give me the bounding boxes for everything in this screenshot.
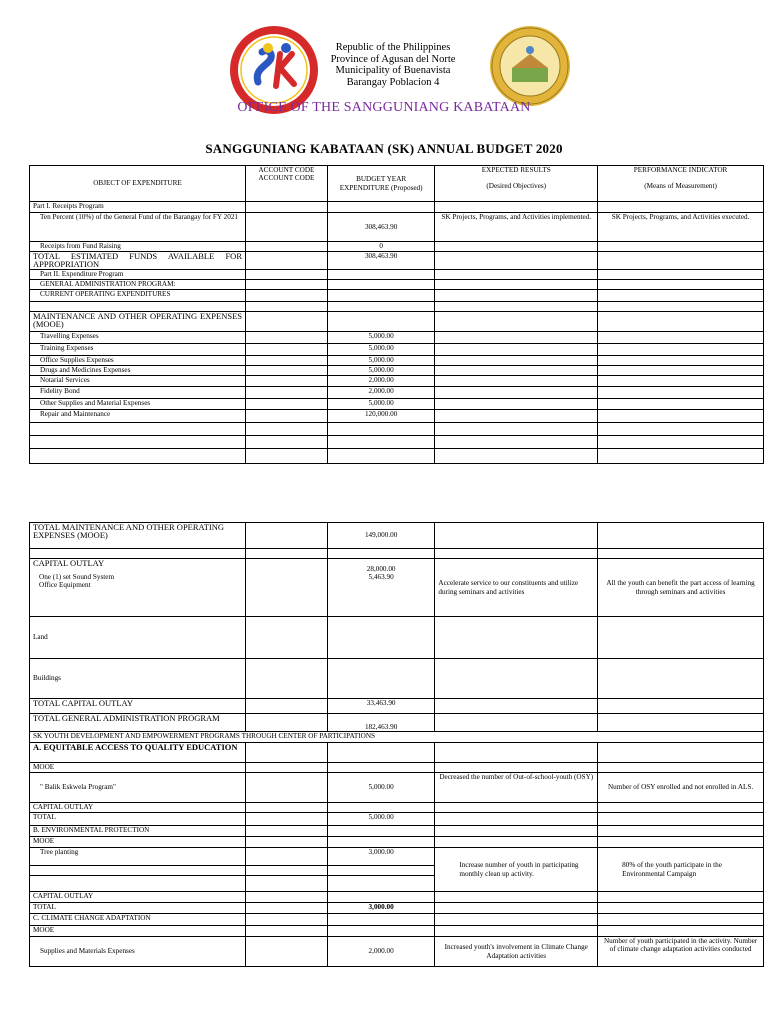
row-amount: 2,000.00	[327, 376, 434, 387]
table-row	[30, 376, 764, 387]
row-amount: 182,463.90	[327, 714, 434, 732]
row-amount: 5,000.00	[327, 399, 434, 410]
row-label: TOTAL	[30, 903, 246, 914]
row-amount: 308,463.90	[327, 252, 434, 270]
barangay-seal-icon	[488, 24, 572, 108]
table-row	[30, 549, 764, 559]
row-performance: SK Projects, Programs, and Activities executed.	[598, 213, 764, 242]
table-row	[30, 559, 764, 617]
row-label: TOTAL MAINTENANCE AND OTHER OPERATING EXPENSES (MOOE)	[30, 523, 246, 549]
row-amount: 5,000.00	[327, 773, 434, 803]
row-amount: 5,000.00	[327, 366, 434, 376]
budget-table-part-1	[29, 165, 764, 464]
address-line: Republic of the Philippines	[335, 42, 451, 53]
row-label: Training Expenses	[30, 344, 246, 356]
row-label: Land	[30, 617, 246, 659]
sound-amount: 28,000.00	[366, 565, 396, 573]
row-label: MAINTENANCE AND OTHER OPERATING EXPENSES (MOOE)	[30, 312, 246, 332]
row-label: Part I. Receipts Program	[30, 202, 246, 213]
budget-table-part-2	[29, 522, 764, 967]
table-row	[30, 903, 764, 914]
row-label: MOOE	[30, 926, 246, 937]
row-amount: 0	[327, 242, 434, 252]
row-performance: All the youth can benefit the part access of learning through seminars and activities	[598, 559, 764, 617]
row-label: TOTAL CAPITAL OUTLAY	[30, 699, 246, 714]
table-row	[30, 410, 764, 423]
table-row	[30, 387, 764, 399]
column-budget	[327, 166, 434, 202]
column-expected	[435, 166, 598, 202]
row-label: Office Supplies Expenses	[30, 356, 246, 366]
row-expected: SK Projects, Programs, and Activities implemented.	[435, 213, 598, 242]
row-expected: Increase number of youth in participating monthly clean up activity.	[435, 848, 598, 892]
expected-header-line: EXPECTED RESULTS	[481, 166, 551, 174]
performance-header-line: PERFORMANCE INDICATOR	[633, 166, 728, 174]
row-label: Receipts from Fund Raising	[30, 242, 246, 252]
table-row	[30, 344, 764, 356]
table-row	[30, 270, 764, 280]
document-header	[0, 0, 768, 156]
row-label: A. EQUITABLE ACCESS TO QUALITY EDUCATION	[30, 743, 246, 763]
row-label: Part II. Expenditure Program	[30, 270, 246, 280]
table-row	[30, 914, 764, 926]
row-expected: Decreased the number of Out-of-school-youth (OSY)	[435, 773, 598, 803]
table-row	[30, 892, 764, 903]
table-row	[30, 356, 764, 366]
row-label: Tree planting	[30, 848, 246, 866]
address-line: Province of Agusan del Norte	[330, 53, 456, 65]
table-row	[30, 659, 764, 699]
row-amount: 308,463.90	[327, 213, 434, 242]
row-label: Drugs and Medicines Expenses	[30, 366, 246, 376]
row-amount: 2,000.00	[327, 937, 434, 967]
row-label: CAPITAL OUTLAY	[30, 892, 246, 903]
row-label: Fidelity Bond	[30, 387, 246, 399]
row-amount: 5,000.00	[327, 344, 434, 356]
expected-header-line: (Desired Objectives)	[486, 182, 547, 191]
table-row	[30, 826, 764, 837]
budget-title: SANGGUNIANG KABATAAN (SK) ANNUAL BUDGET 2020	[205, 141, 563, 156]
row-label: CAPITAL OUTLAY	[30, 803, 246, 813]
item-sound-system: One (1) set Sound System	[39, 573, 115, 582]
table-row	[30, 714, 764, 732]
row-label: Notarial Services	[30, 376, 246, 387]
office-amount: 5,463.90	[368, 573, 394, 582]
table-row	[30, 763, 764, 773]
address-line: Barangay Poblacion 4	[346, 76, 440, 88]
table-row	[30, 332, 764, 344]
column-account: ACCOUNT CODE ACCOUNT CODE	[246, 166, 328, 202]
performance-header-line: (Means of Measurement)	[644, 182, 717, 191]
table-row	[30, 926, 764, 937]
row-performance: Number of youth participated in the activity. Number of climate change adaptation activities conducted	[598, 937, 764, 967]
row-amount: 120,000.00	[327, 410, 434, 423]
table-row	[30, 399, 764, 410]
table-row	[30, 252, 764, 270]
table-row	[30, 699, 764, 714]
capital-outlay-label: CAPITAL OUTLAY	[33, 558, 105, 568]
row-amount: 5,000.00	[327, 356, 434, 366]
office-title: OFFICE OF THE SANGGUNIANG KABATAAN	[237, 100, 531, 115]
row-label: CURRENT OPERATING EXPENDITURES	[30, 290, 246, 302]
row-amount: 33,463.90	[327, 699, 434, 714]
row-amount: 5,000.00	[327, 813, 434, 826]
row-amount: 3,000.00	[327, 848, 434, 866]
row-label: C. CLIMATE CHANGE ADAPTATION	[30, 914, 246, 926]
row-label: TOTAL ESTIMATED FUNDS AVAILABLE FOR APPROPRIATION	[30, 252, 246, 270]
row-label: " Balik Eskwela Program"	[30, 773, 246, 803]
table-row	[30, 732, 764, 743]
table-header-row	[30, 166, 764, 202]
row-performance: 80% of the youth participate in the Environmental Campaign	[598, 848, 764, 892]
item-office-equipment: Office Equipment	[39, 581, 91, 590]
column-object: OBJECT OF EXPENDITURE	[30, 166, 246, 202]
table-row	[30, 366, 764, 376]
row-amount	[327, 559, 434, 617]
table-row	[30, 312, 764, 332]
row-label: MOOE	[30, 837, 246, 848]
row-label: Other Supplies and Material Expenses	[30, 399, 246, 410]
table-row	[30, 813, 764, 826]
table-row	[30, 213, 764, 242]
table-row	[30, 773, 764, 803]
row-label	[30, 559, 246, 617]
table-row	[30, 202, 764, 213]
table-row	[30, 937, 764, 967]
row-amount: 149,000.00	[327, 523, 434, 549]
row-label: Buildings	[30, 659, 246, 699]
row-label: MOOE	[30, 763, 246, 773]
row-amount: 2,000.00	[327, 387, 434, 399]
table-row	[30, 617, 764, 659]
table-row	[30, 743, 764, 763]
table-row	[30, 837, 764, 848]
table-row	[30, 449, 764, 464]
row-label: Supplies and Materials Expenses	[30, 937, 246, 967]
row-label: Travelling Expenses	[30, 332, 246, 344]
table-row	[30, 848, 764, 866]
table-row	[30, 436, 764, 449]
table-row	[30, 523, 764, 549]
row-label: B. ENVIRONMENTAL PROTECTION	[30, 826, 246, 837]
table-row	[30, 803, 764, 813]
row-label: TOTAL GENERAL ADMINISTRATION PROGRAM	[30, 714, 246, 732]
row-amount: 5,000.00	[327, 332, 434, 344]
row-label: SK YOUTH DEVELOPMENT AND EMPOWERMENT PROGRAMS THROUGH CENTER OF PARTICIPATIONS	[30, 732, 764, 743]
address-line: Municipality of Buenavista	[335, 65, 451, 76]
row-label: GENERAL ADMINISTRATION PROGRAM:	[30, 280, 246, 290]
table-row	[30, 423, 764, 436]
address-block	[318, 42, 468, 88]
table-row	[30, 242, 764, 252]
row-amount: 3,000.00	[327, 903, 434, 914]
table-row	[30, 280, 764, 290]
budget-header-line: BUDGET YEAR	[356, 175, 407, 184]
column-performance	[598, 166, 764, 202]
budget-header-line: EXPENDITURE (Proposed)	[339, 183, 423, 192]
row-expected: Increased youth's involvement in Climate Change Adaptation activities	[435, 937, 598, 967]
row-label: Repair and Maintenance	[30, 410, 246, 423]
row-performance: Number of OSY enrolled and not enrolled in ALS.	[598, 773, 764, 803]
row-expected: Accelerate service to our constituents and utilize during seminars and activities	[435, 559, 598, 617]
table-row	[30, 290, 764, 302]
table-row	[30, 302, 764, 312]
row-label: TOTAL	[30, 813, 246, 826]
row-label: Ten Percent (10%) of the General Fund of the Barangay for FY 2021	[30, 213, 246, 242]
